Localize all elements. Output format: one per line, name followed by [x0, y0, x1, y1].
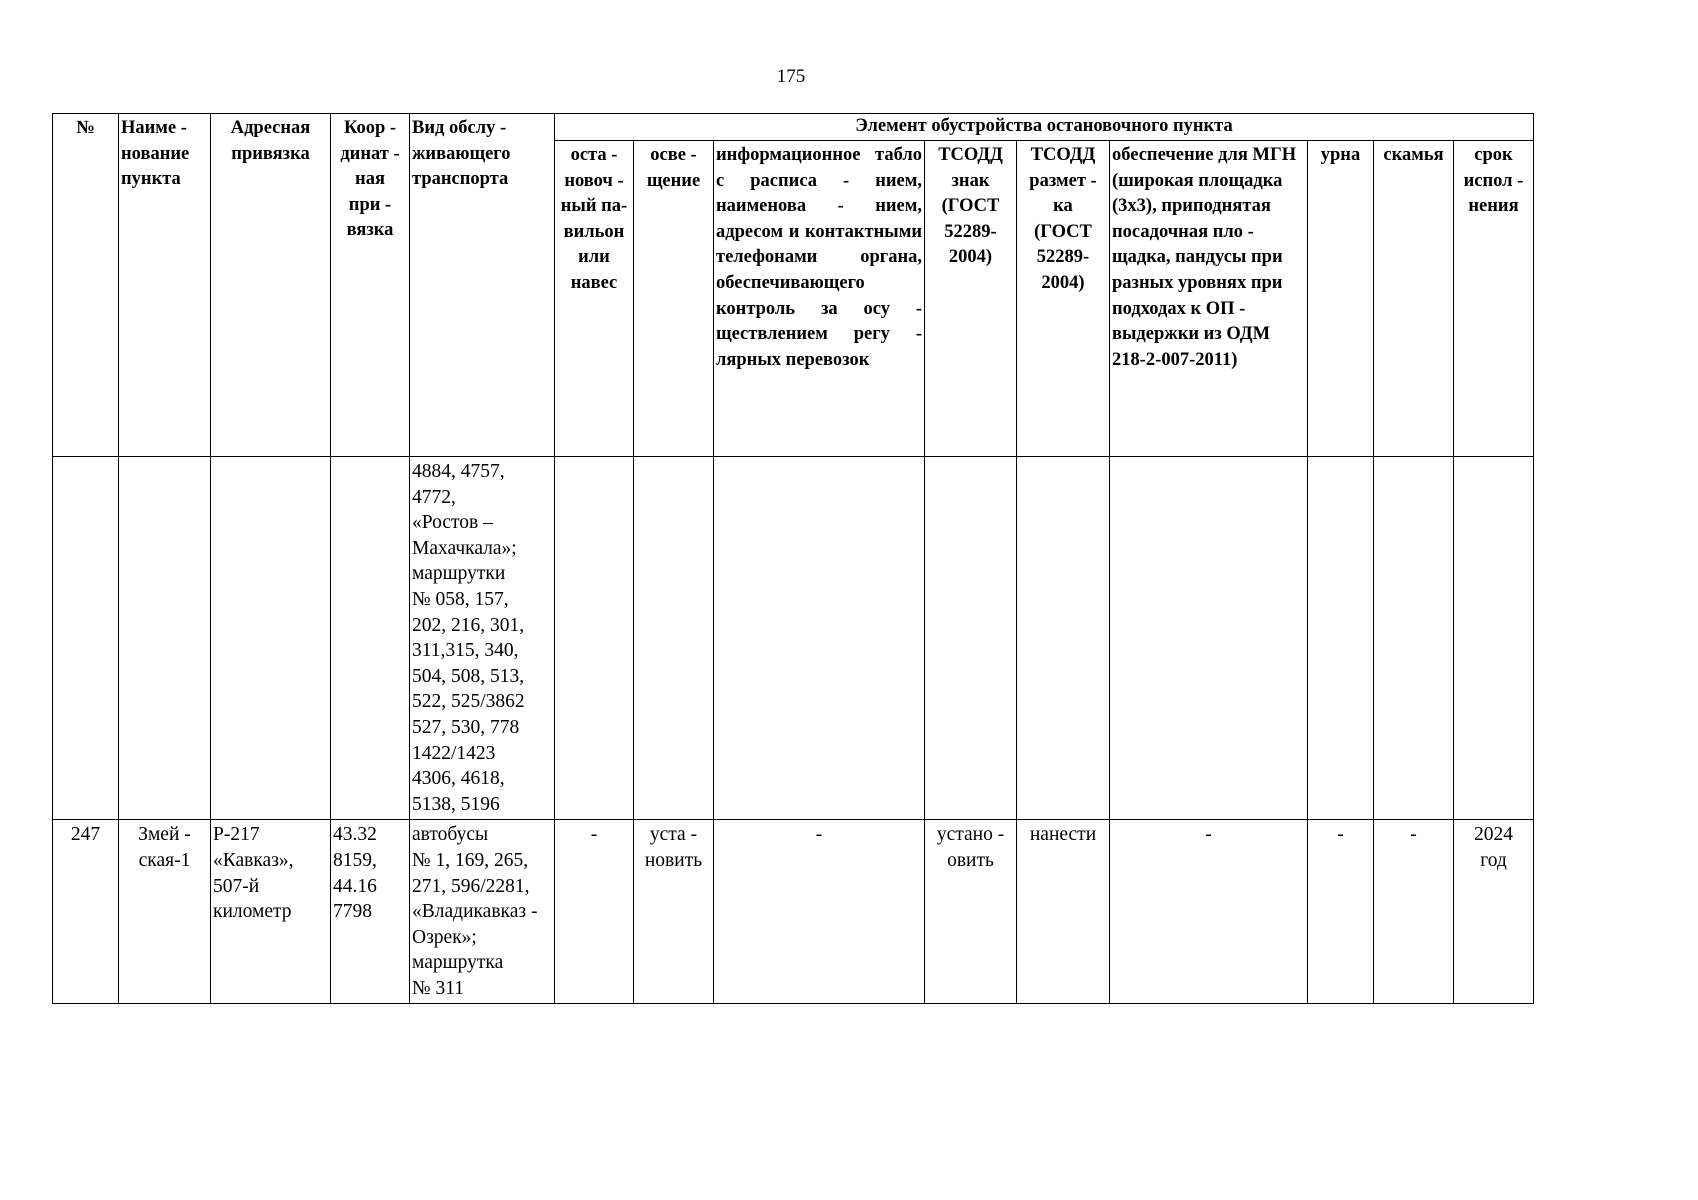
cell-coords [331, 457, 410, 820]
cell-name: Змей - ская-1 [119, 820, 211, 1004]
cell-deadline [1454, 457, 1534, 820]
cell-marking [1017, 457, 1110, 820]
cell-sign [925, 457, 1017, 820]
header-coords: Коор - динат - ная при - вязка [331, 114, 410, 457]
cell-pavilion [555, 457, 634, 820]
cell-address [211, 457, 331, 820]
header-group: Элемент обустройства остановочного пункта [555, 114, 1534, 141]
header-lighting: осве - щение [634, 141, 714, 457]
table-row [53, 820, 1534, 1004]
cell-lighting: уста - новить [634, 820, 714, 1004]
header-pavilion: оста - новоч - ный па- вильон или навес [555, 141, 634, 457]
cell-transport: 4884, 4757, 4772, «Ростов – Махачкала»; маршрутки № 058, 157, 202, 216, 301, 311,315, 340, 504, 508, 513, 522, 525/3862 527, 530, 778 1422/1423 4306, 4618, 5138, 5196 [410, 457, 555, 820]
cell-pavilion: - [555, 820, 634, 1004]
header-transport: Вид обслу - живающего транспорта [410, 114, 555, 457]
cell-sign: устано - овить [925, 820, 1017, 1004]
cell-deadline: 2024 год [1454, 820, 1534, 1004]
cell-urn: - [1308, 820, 1374, 1004]
header-info-board: информационное табло с расписа - нием, наименова - нием, адресом и контактными телефонами органа, обеспечивающего контроль за осу - ществлением регу - лярных перевозок [714, 141, 925, 457]
header-row-1 [53, 114, 1534, 141]
cell-lighting [634, 457, 714, 820]
table-row [53, 457, 1534, 820]
cell-marking: нанести [1017, 820, 1110, 1004]
header-urn: урна [1308, 141, 1374, 457]
page-number: 175 [776, 66, 806, 87]
header-deadline: срок испол - нения [1454, 141, 1534, 457]
cell-info-board: - [714, 820, 925, 1004]
cell-bench [1374, 457, 1454, 820]
header-num: № [53, 114, 119, 457]
header-bench: скамья [1374, 141, 1454, 457]
cell-mgn [1110, 457, 1308, 820]
header-marking: ТСОДД размет - ка (ГОСТ 52289- 2004) [1017, 141, 1110, 457]
cell-coords: 43.32 8159, 44.16 7798 [331, 820, 410, 1004]
header-sign: ТСОДД знак (ГОСТ 52289- 2004) [925, 141, 1017, 457]
bus-stop-table [52, 113, 1534, 1004]
header-name: Наиме - нование пункта [119, 114, 211, 457]
cell-transport: автобусы № 1, 169, 265, 271, 596/2281, «Владикавказ - Озрек»; маршрутка № 311 [410, 820, 555, 1004]
cell-name [119, 457, 211, 820]
cell-num [53, 457, 119, 820]
cell-info-board [714, 457, 925, 820]
header-address: Адресная привязка [211, 114, 331, 457]
cell-mgn: - [1110, 820, 1308, 1004]
cell-address: Р-217 «Кавказ», 507-й километр [211, 820, 331, 1004]
cell-urn [1308, 457, 1374, 820]
cell-bench: - [1374, 820, 1454, 1004]
header-mgn: обеспечение для МГН (широкая площадка (3х3), приподнятая посадочная пло - щадка, пандусы при разных уровнях при подходах к ОП - выдержки из ОДМ 218-2-007-2011) [1110, 141, 1308, 457]
cell-num: 247 [53, 820, 119, 1004]
